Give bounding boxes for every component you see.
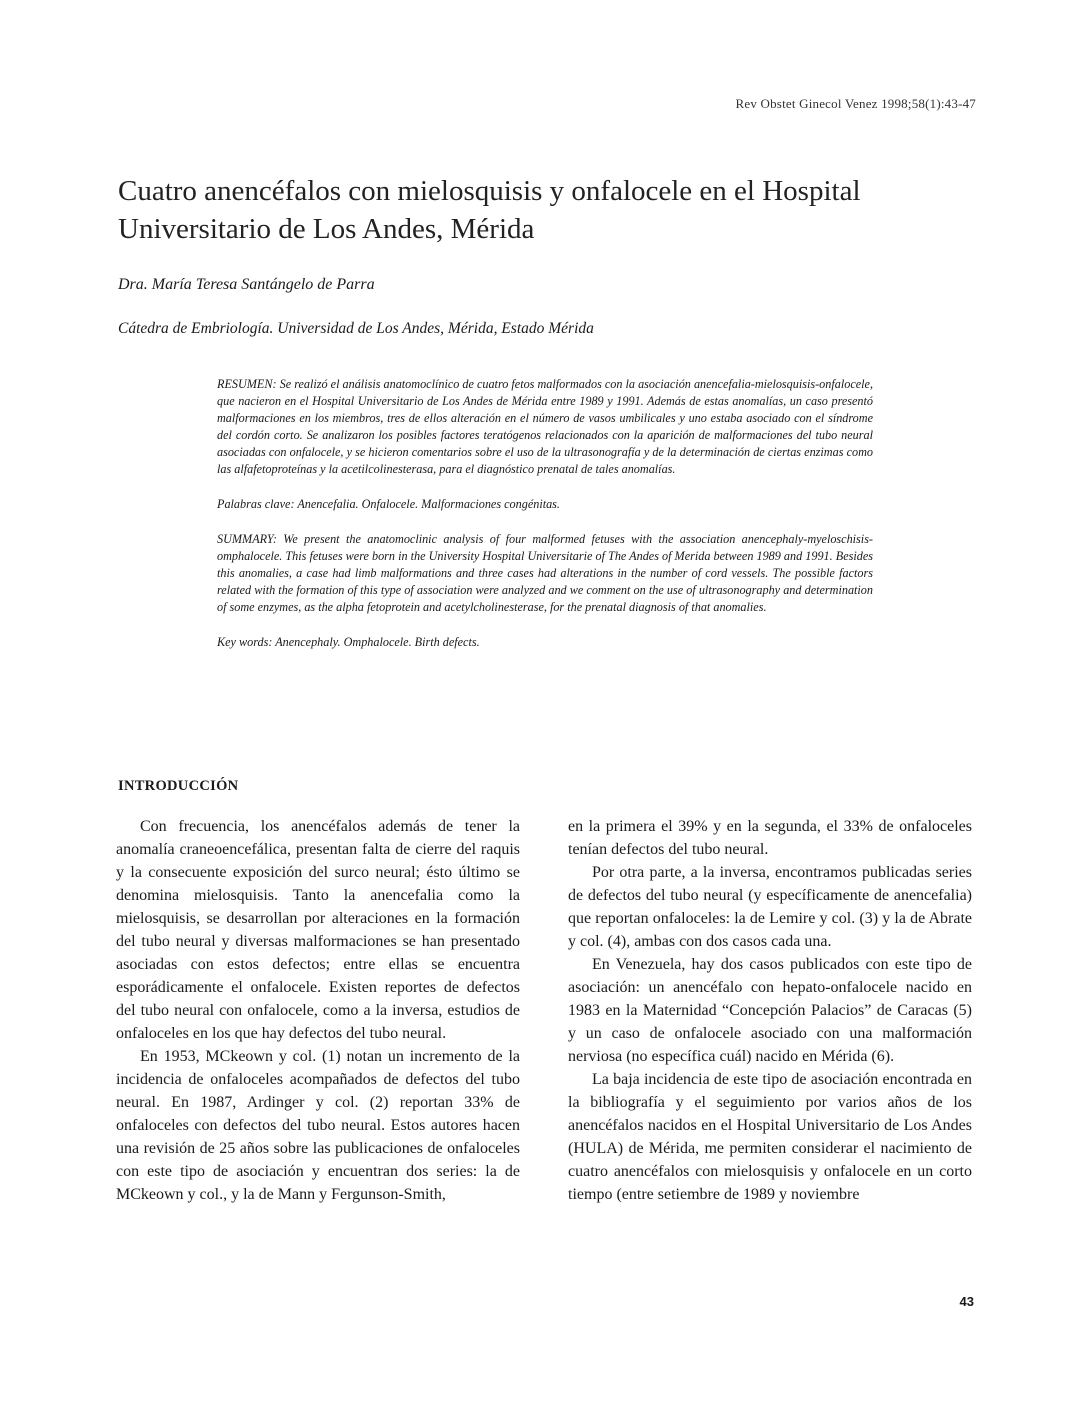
- body-paragraph: En Venezuela, hay dos casos publicados con este tipo de asociación: un anencéfalo con hepato-onfalocele nacido en 1983 en la Maternidad “Concepción Palacios” de Caracas (5) y un caso de onfalocele asociado con una malformación nerviosa (no específica cuál) nacido en Mérida (6).: [568, 956, 972, 1065]
- article-title: Cuatro anencéfalos con mielosquisis y onfalocele en el Hospital Universitario de Los Andes, Mérida: [118, 175, 861, 245]
- abstract-summary: SUMMARY: We present the anatomoclinic analysis of four malformed fetuses with the association anencephaly-myeloschisis-omphalocele. This fetuses were born in the University Hospital Universitarie of The Andes of Merida between 1989 and 1991. Besides this anomalies, a case had limb malformations and three cases had alterations in the number of cord vessels. The possible factors related with the formation of this type of association were analyzed and we comment on the use of ultrasonography and determination of some enzymes, as the alpha fetoprotein and acetylcholinesterase, for the prenatal diagnosis of that anomalies.: [217, 532, 873, 614]
- body-paragraph: Con frecuencia, los anencéfalos además de tener la anomalía craneoencefálica, presentan falta de cierre del raquis y la consecuente exposición del surco neural; ésto último se denomina mielosquisis. Tanto la anencefalia como la mielosquisis, se desarrollan por alteraciones en la formación del tubo neural y diversas malformaciones se han presentado asociadas con estos defectos; entre ellas se encuentra esporádicamente el onfalocele. Existen reportes de defectos del tubo neural con onfalocele, como a la inversa, estudios de onfaloceles en los que hay defectos del tubo neural.: [116, 818, 520, 1042]
- abstract-resumen: RESUMEN: Se realizó el análisis anatomoclínico de cuatro fetos malformados con la asociación anencefalia-mielosquisis-onfalocele, que nacieron en el Hospital Universitario de Los Andes de Mérida entre 1989 y 1991. Además de estas anomalías, un caso presentó malformaciones en los miembros, tres de ellos alteración en el número de vasos umbilicales y uno estaba asociado con el síndrome del cordón corto. Se analizaron los posibles factores teratógenos relacionados con la aparición de malformaciones del tubo neural asociadas con onfalocele, y se hicieron comentarios sobre el uso de la ultrasonografía y de la determinación de ciertas enzimas como las alfafetoproteínas y la acetilcolinesterasa, para el diagnóstico prenatal de tales anomalías.: [217, 377, 873, 476]
- body-paragraph: En 1953, MCkeown y col. (1) notan un incremento de la incidencia de onfaloceles acompañados de defectos del tubo neural. En 1987, Ardinger y col. (2) reportan 33% de onfaloceles con defectos del tubo neural. Estos autores hacen una revisión de 25 años sobre las publicaciones de onfaloceles con este tipo de asociación y encuentran dos series: la de MCkeown y col., y la de Mann y Fergunson-Smith,: [116, 1048, 520, 1203]
- author-affiliation: Cátedra de Embriología. Universidad de Los Andes, Mérida, Estado Mérida: [118, 320, 594, 337]
- body-paragraph: en la primera el 39% y en la segunda, el 33% de onfaloceles tenían defectos del tubo neural.: [568, 818, 972, 858]
- keywords-english: Key words: Anencephaly. Omphalocele. Birth defects.: [217, 635, 480, 649]
- body-column-left: [116, 815, 520, 1206]
- abstract-block: [217, 376, 873, 669]
- section-heading-introduccion: INTRODUCCIÓN: [118, 778, 239, 794]
- keywords-spanish: Palabras clave: Anencefalia. Onfalocele. Malformaciones congénitas.: [217, 497, 560, 511]
- journal-reference: Rev Obstet Ginecol Venez 1998;58(1):43-47: [735, 96, 976, 111]
- article-author: Dra. María Teresa Santángelo de Parra: [118, 276, 375, 293]
- body-column-right: [568, 815, 972, 1206]
- body-paragraph: Por otra parte, a la inversa, encontramos publicadas series de defectos del tubo neural (y específicamente de anencefalia) que reportan onfaloceles: la de Lemire y col. (3) y la de Abrate y col. (4), ambas con dos casos cada una.: [568, 864, 972, 950]
- page-number: 43: [959, 1294, 974, 1309]
- body-paragraph: La baja incidencia de este tipo de asociación encontrada en la bibliografía y el seguimiento por varios años de los anencéfalos nacidos en el Hospital Universitario de Los Andes (HULA) de Mérida, me permiten considerar el nacimiento de cuatro anencéfalos con mielosquisis y onfalocele en un corto tiempo (entre setiembre de 1989 y noviembre: [568, 1071, 972, 1203]
